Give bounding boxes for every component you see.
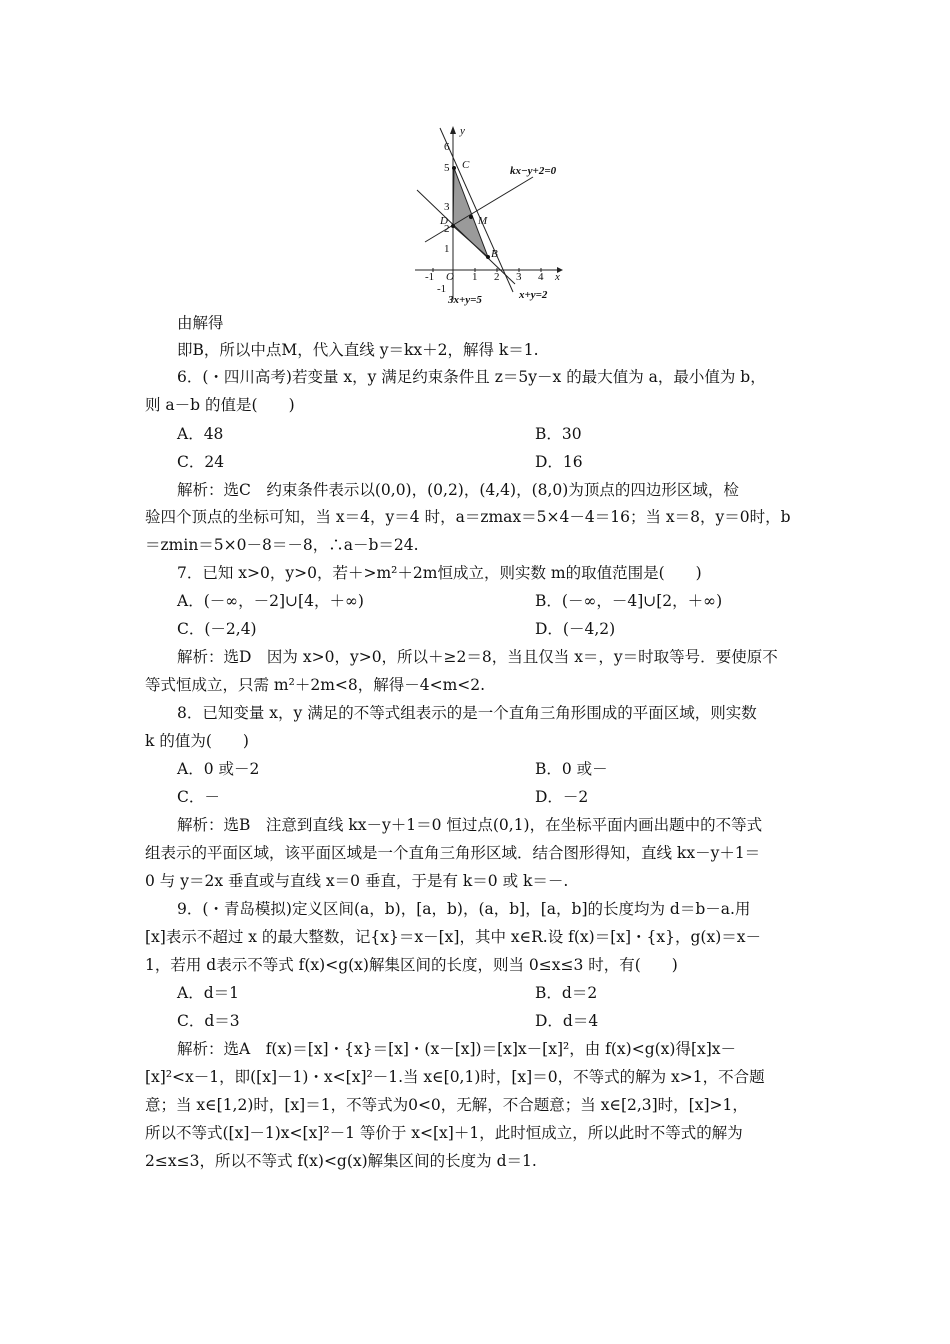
text-line: 1，若用 d表示不等式 f(x)<g(x)解集区间的长度，则当 0≤x≤3 时，有( ) (145, 956, 678, 974)
option-q6-c: C．24 (177, 453, 225, 471)
tick-x-2-label: 2 (494, 271, 500, 283)
text-line: 2≤x≤3，所以不等式 f(x)<g(x)解集区间的长度为 d＝1. (145, 1152, 537, 1170)
question-6: 6．(・四川高考)若变量 x，y 满足约束条件且 z＝5y－x 的最大值为 a，最小值为 b， (177, 368, 766, 386)
axis-x-label: x (555, 271, 560, 283)
tick-y-2-label: 2 (444, 223, 450, 235)
tick-x-m1-label: -1 (425, 271, 435, 283)
tick-y-5-label: 5 (444, 162, 450, 174)
point-c-label: C (462, 159, 470, 171)
tick-x-4-label: 4 (538, 271, 544, 283)
coordinate-figure (415, 122, 575, 308)
option-q9-a: A．d＝1 (177, 984, 239, 1002)
option-q9-c: C．d＝3 (177, 1012, 240, 1030)
text-line: 0 与 y＝2x 垂直或与直线 x＝0 垂直，于是有 k＝0 或 k＝－. (145, 872, 569, 890)
text-line: 意；当 x∈[1,2)时，[x]＝1，不等式为0<0，无解，不合题意；当 x∈[2,3]时，[x]>1， (145, 1096, 748, 1114)
tick-y-3-label: 3 (444, 201, 450, 213)
option-q7-d: D．(－4,2) (535, 620, 616, 638)
graph-svg (415, 122, 575, 308)
point-b-label: B (491, 248, 498, 260)
y-axis-arrow (450, 126, 456, 134)
text-line: 即B，所以中点M，代入直线 y＝kx＋2，解得 k＝1. (177, 341, 539, 359)
text-line: 由解得 (177, 314, 224, 332)
axis-y-label: y (460, 125, 465, 137)
option-q6-a: A．48 (177, 425, 224, 443)
text-line: k 的值为( ) (145, 732, 249, 750)
option-q9-d: D．d＝4 (535, 1012, 599, 1030)
eq-kx-label: kx−y+2=0 (510, 165, 557, 177)
tick-x-3-label: 3 (516, 271, 522, 283)
point-d-label: D (440, 215, 448, 227)
tick-y-1-label: 1 (444, 243, 450, 255)
point-b (486, 255, 490, 259)
option-q6-b: B．30 (535, 425, 582, 443)
text-line: 验四个顶点的坐标可知，当 x＝4，y＝4 时，a＝zmax＝5×4－4＝16；当 x＝8，y＝0时，b (145, 508, 791, 526)
option-q7-c: C．(－2,4) (177, 620, 257, 638)
text-line: 等式恒成立，只需 m²＋2m<8，解得－4<m<2. (145, 676, 486, 694)
answer-7: 解析：选D 因为 x>0，y>0，所以＋≥2＝8，当且仅当 x＝，y＝时取等号．要使原不 (177, 648, 778, 666)
point-d (451, 224, 455, 228)
option-q8-d: D．－2 (535, 788, 589, 806)
option-q9-b: B．d＝2 (535, 984, 598, 1002)
text-line: ＝zmin＝5×0－8＝－8，∴a－b＝24. (145, 536, 419, 554)
option-q8-a: A．0 或－2 (177, 760, 260, 778)
text-line: [x]表示不超过 x 的最大整数，记{x}＝x－[x]，其中 x∈R.设 f(x)＝[x]・{x}，g(x)＝x－ (145, 928, 762, 946)
point-m-label: M (478, 215, 488, 227)
text-line: 则 a－b 的值是( ) (145, 396, 295, 414)
text-line: [x]²<x－1，即([x]－1)・x<[x]²－1.当 x∈[0,1)时，[x]＝0，不等式的解为 x>1，不合题 (145, 1068, 765, 1086)
tick-x-1-label: 1 (472, 271, 478, 283)
eq-3x-label: 3x+y=5 (448, 294, 482, 306)
question-9: 9．(・青岛模拟)定义区间(a，b)，[a，b)，(a，b]，[a，b]的长度均为 d＝b－a.用 (177, 900, 751, 918)
question-8: 8．已知变量 x，y 满足的不等式组表示的是一个直角三角形围成的平面区域，则实数 (177, 704, 757, 722)
text-line: 所以不等式([x]－1)x<[x]²－1 等价于 x<[x]＋1，此时恒成立，所以此时不等式的解为 (145, 1124, 743, 1142)
shaded-region (453, 168, 488, 257)
tick-y-m1-label: -1 (437, 283, 447, 295)
text-line: 组表示的平面区域，该平面区域是一个直角三角形区域．结合图形得知，直线 kx－y＋1＝ (145, 844, 761, 862)
origin-label: O (446, 271, 454, 283)
answer-6: 解析：选C 约束条件表示以(0,0)，(0,2)，(4,4)，(8,0)为顶点的四边形区域，检 (177, 481, 739, 499)
option-q8-b: B．0 或－ (535, 760, 608, 778)
point-m (469, 215, 473, 219)
eq-xy-label: x+y=2 (519, 289, 548, 301)
option-q6-d: D．16 (535, 453, 583, 471)
point-c (452, 166, 456, 170)
option-q8-c: C．－ (177, 788, 220, 806)
question-7: 7．已知 x>0，y>0，若＋>m²＋2m恒成立，则实数 m的取值范围是( ) (177, 564, 702, 582)
answer-9: 解析：选A f(x)＝[x]・{x}＝[x]・(x－[x])＝[x]x－[x]²，由 f(x)<g(x)得[x]x－ (177, 1040, 737, 1058)
option-q7-a: A．(－∞，－2]∪[4，＋∞) (177, 592, 364, 610)
answer-8: 解析：选B 注意到直线 kx－y＋1＝0 恒过点(0,1)，在坐标平面内画出题中的不等式 (177, 816, 763, 834)
tick-y-6-label: 6 (444, 141, 450, 153)
option-q7-b: B．(－∞，－4]∪[2，＋∞) (535, 592, 723, 610)
line-3x-y-5 (440, 128, 513, 292)
